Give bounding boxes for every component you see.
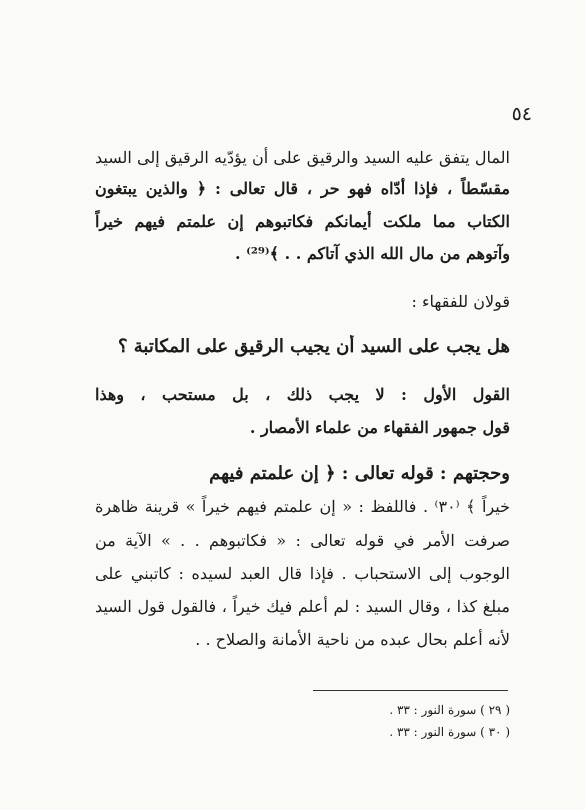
body-line: الوجوب إلى الاستحباب . فإذا قال العبد لسيده : كاتبني على [95, 564, 510, 583]
footnote: ( ٣٠ ) سورة النور : ٣٣ . [389, 725, 510, 739]
body-line: وحجتهم : قوله تعالى : ﴿ إن علمتم فيهم [209, 463, 510, 484]
footnote: ( ٢٩ ) سورة النور : ٣٣ . [389, 703, 510, 717]
page-number: ٥٤ [511, 103, 532, 125]
body-line: مبلغ كذا ، وقال السيد : لم أعلم فيك خيراً ، فالقول قول السيد [95, 597, 510, 616]
body-line: خيراً ﴾ ⁽٣٠⁾ . فاللفظ : « إن علمتم فيهم خيراً » قرينة ظاهرة [95, 497, 510, 516]
body-line: القول الأول : لا يجب ذلك ، بل مستحب ، وهذا [95, 385, 510, 404]
body-line: المال يتفق عليه السيد والرقيق على أن يؤدّيه الرقيق إلى السيد [95, 148, 510, 167]
body-line: لأنه أعلم بحال عبده من ناحية الأمانة والصلاح . . [195, 630, 510, 649]
footnote-divider [313, 690, 508, 691]
section-intro: قولان للفقهاء : [411, 292, 510, 311]
body-line: وآتوهم من مال الله الذي آتاكم . . ﴾⁽²⁹⁾ . [234, 244, 510, 263]
body-line: صرفت الأمر في قوله تعالى : « فكاتبوهم . . » الآية من [95, 531, 510, 550]
body-line: الكتاب مما ملكت أيمانكم فكاتبوهم إن علمتم فيهم خيراً [95, 212, 510, 231]
body-line: قول جمهور الفقهاء من علماء الأمصار . [249, 418, 510, 437]
body-line: مقسّطاً ، فإذا أدّاه فهو حر ، قال تعالى : ﴿ والذين يبتغون [95, 179, 510, 198]
question-heading: هل يجب على السيد أن يجيب الرقيق على المكاتبة ؟ [117, 336, 510, 357]
